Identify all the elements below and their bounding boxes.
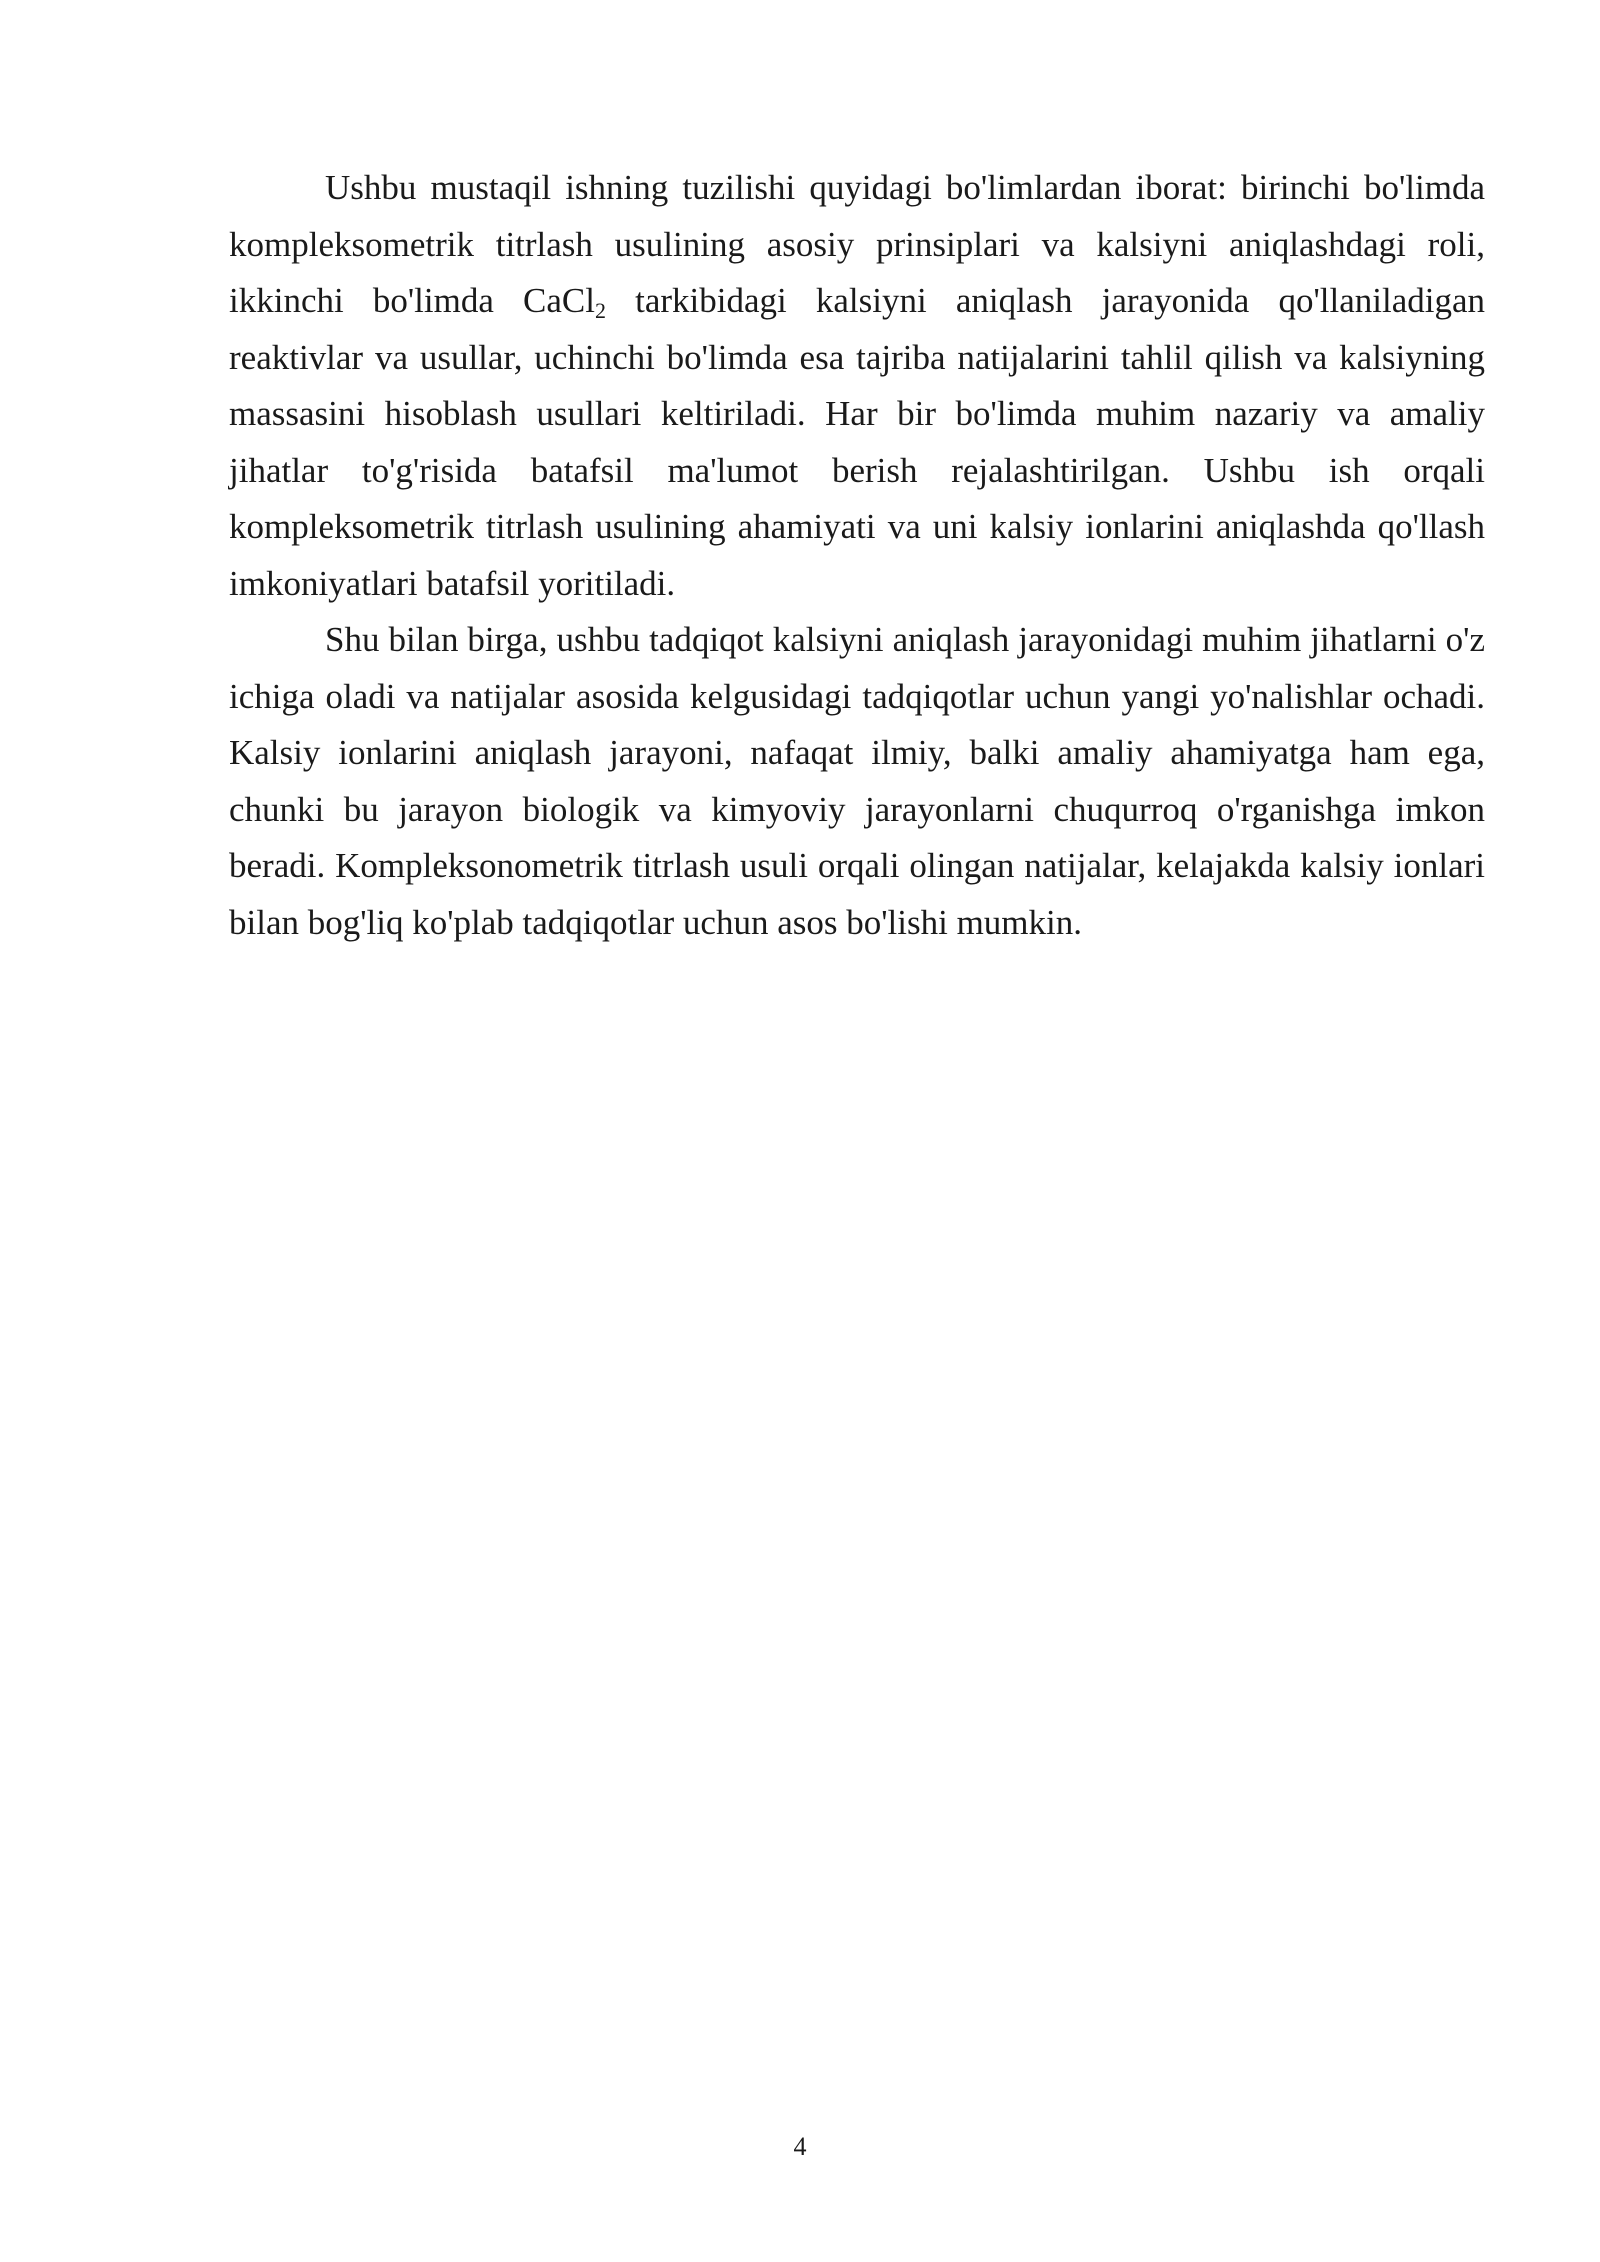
paragraph-1-text-start: Ushbu mustaqil ishning tuzilishi quyidagi bo'limlardan iborat: birinchi bo'limda kompleksometrik titrlash usulining asosiy prinsiplari va kalsiyni aniqlashdagi roli, ikkinchi bo'limda	[229, 168, 1485, 320]
paragraph-1	[229, 160, 1485, 612]
page-number: 4	[793, 2132, 807, 2161]
paragraph-2: Shu bilan birga, ushbu tadqiqot kalsiyni aniqlash jarayonidagi muhim jihatlarni o'z ichiga oladi va natijalar asosida kelgusidagi tadqiqotlar uchun yangi yo'nalishlar ochadi. Kalsiy ionlarini aniqlash jarayoni, nafaqat ilmiy, balki amaliy ahamiyatga ham ega, chunki bu jarayon biologik va kimyoviy jarayonlarni chuqurroq o'rganishga imkon beradi. Kompleksonometrik titrlash usuli orqali olingan natijalar, kelajakda kalsiy ionlari bilan bog'liq ko'plab tadqiqotlar uchun asos bo'lishi mumkin.	[229, 620, 1485, 942]
formula-base: CaCl	[523, 281, 595, 320]
formula-subscript: 2	[594, 298, 606, 323]
chemical-formula	[523, 281, 606, 323]
paragraph-1-text-end: tarkibidagi kalsiyni aniqlash jarayonida qo'llaniladigan reaktivlar va usullar, uchinchi bo'limda esa tajriba natijalarini tahlil qilish va kalsiyning massasini hisoblash usullari keltiriladi. Har bir bo'limda muhim nazariy va amaliy jihatlar to'g'risida batafsil ma'lumot berish rejalashtirilgan. Ushbu ish orqali kompleksometrik titrlash usulining ahamiyati va uni kalsiy ionlarini aniqlashda qo'llash imkoniyatlari batafsil yoritiladi.	[229, 281, 1485, 603]
document-body	[229, 160, 1485, 951]
